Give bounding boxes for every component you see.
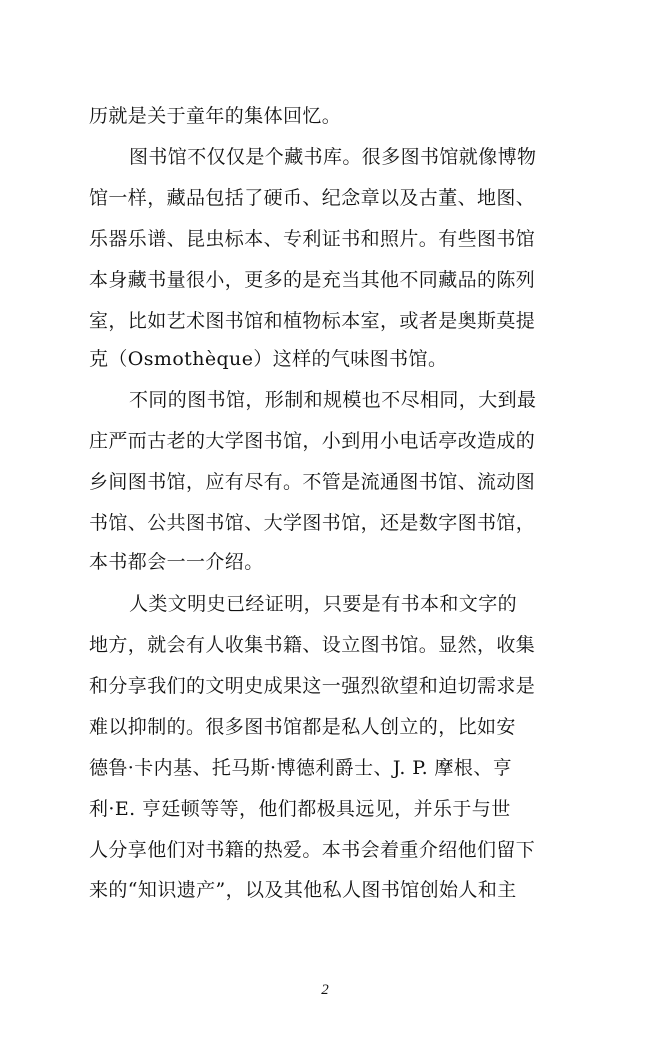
text-line: 来的“知识遗产”，以及其他私人图书馆创始人和主 bbox=[89, 879, 517, 901]
text-line: 人分享他们对书籍的热爱。本书会着重介绍他们留下 bbox=[89, 839, 536, 861]
paragraph-start-line: 人类文明史已经证明，只要是有书本和文字的 bbox=[129, 593, 518, 615]
text-line: 地方，就会有人收集书籍、设立图书馆。显然，收集 bbox=[89, 634, 536, 656]
text-line: 利·E. 亨廷顿等等，他们都极具远见，并乐于与世 bbox=[89, 798, 511, 820]
text-line: 和分享我们的文明史成果这一强烈欲望和迫切需求是 bbox=[89, 675, 536, 697]
text-line: 克（Osmothèque）这样的气味图书馆。 bbox=[89, 348, 448, 370]
text-line: 乡间图书馆，应有尽有。不管是流通图书馆、流动图 bbox=[89, 471, 536, 493]
paragraph-start-line: 不同的图书馆，形制和规模也不尽相同，大到最 bbox=[129, 389, 537, 411]
text-line: 德鲁·卡内基、托马斯·博德利爵士、J. P. 摩根、亨 bbox=[89, 757, 513, 779]
text-line: 乐器乐谱、昆虫标本、专利证书和照片。有些图书馆 bbox=[89, 228, 536, 250]
text-line: 本身藏书量很小，更多的是充当其他不同藏品的陈列 bbox=[89, 269, 536, 291]
text-line: 馆一样，藏品包括了硬币、纪念章以及古董、地图、 bbox=[89, 187, 536, 209]
text-line: 难以抑制的。很多图书馆都是私人创立的，比如安 bbox=[89, 716, 516, 738]
text-line: 室，比如艺术图书馆和植物标本室，或者是奥斯莫提 bbox=[89, 310, 536, 332]
paragraph-start-line: 图书馆不仅仅是个藏书库。很多图书馆就像博物 bbox=[129, 146, 537, 168]
text-line: 书馆、公共图书馆、大学图书馆，还是数字图书馆， bbox=[89, 512, 536, 534]
page-number: 2 bbox=[321, 982, 329, 998]
text-line: 历就是关于童年的集体回忆。 bbox=[89, 105, 342, 127]
text-line: 本书都会一一介绍。 bbox=[89, 551, 264, 573]
text-line: 庄严而古老的大学图书馆，小到用小电话亭改造成的 bbox=[89, 430, 536, 452]
